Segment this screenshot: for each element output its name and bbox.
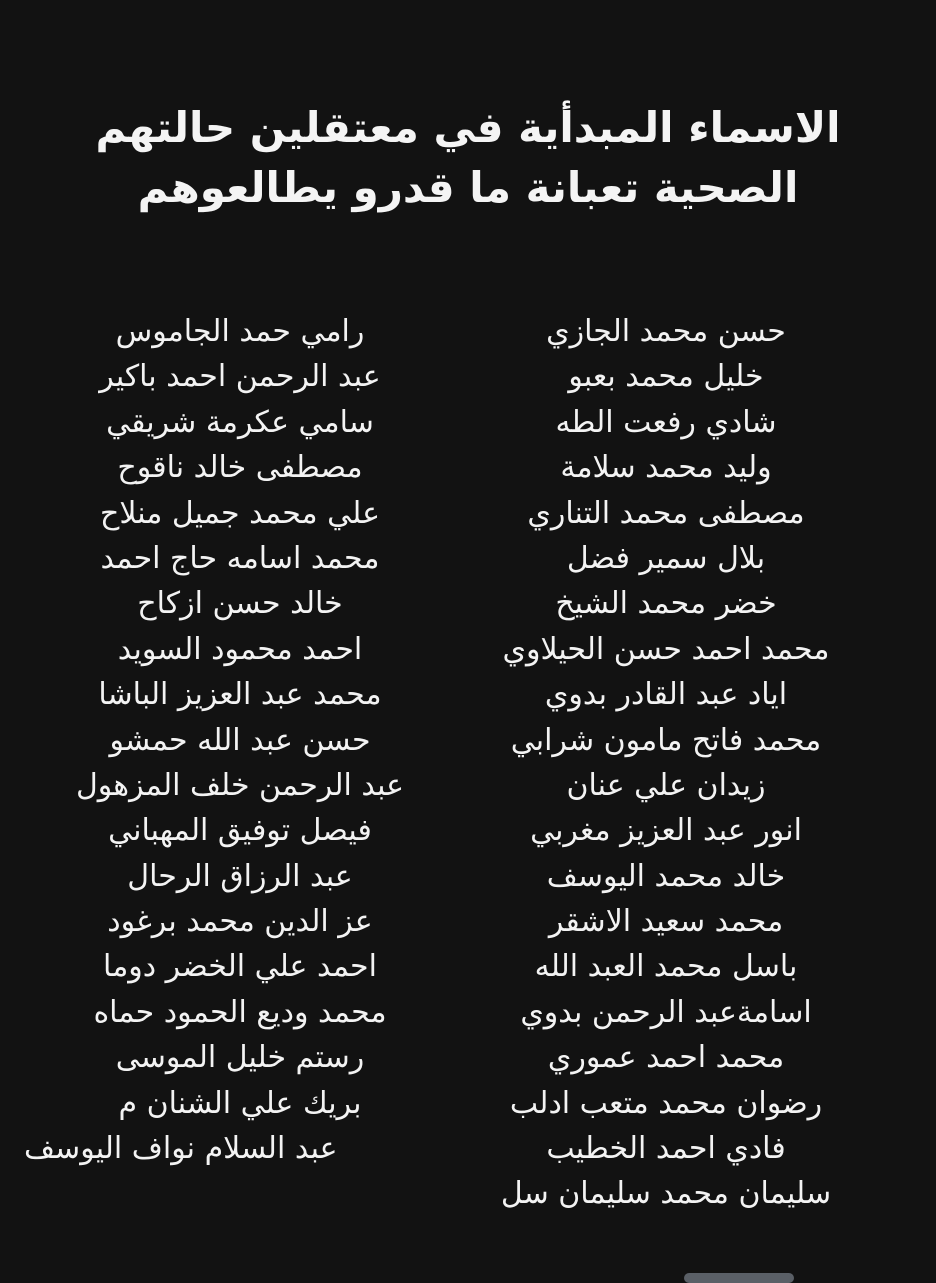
name-list-item: محمد سعيد الاشقر [548,904,784,940]
name-list-item: علي محمد جميل منلاح [99,495,381,531]
title-line-1: الاسماء المبدأية في معتقلين حالتهم [95,103,841,152]
name-list-item: احمد محمود السويد [117,631,363,667]
name-list-item: فيصل توفيق المهباني [108,813,372,849]
name-list-item: زيدان علي عنان [566,767,766,803]
name-list-item: خضر محمد الشيخ [555,586,777,622]
name-list-item: اياد عبد القادر بدوي [544,677,788,713]
page-title [60,98,876,218]
names-column-right [456,309,876,1217]
name-list-item: خالد محمد اليوسف [546,858,786,894]
name-list-item: سامي عكرمة شريقي [106,404,374,440]
name-list-item: خالد حسن ازكاح [137,586,343,622]
name-list-item: سليمان محمد سليمان سل [500,1176,832,1212]
name-list-item: باسل محمد العبد الله [534,949,798,985]
names-column-left [20,309,460,1171]
name-list-item: محمد عبد العزيز الباشا [98,677,382,713]
name-list-item: عبد الرزاق الرحال [127,858,353,894]
name-list-item: بريك علي الشنان م [118,1085,362,1121]
name-list-item: مصطفى محمد التناري [527,495,805,531]
name-list-item: محمد فاتح مامون شرابي [510,722,822,758]
name-list-item: وليد محمد سلامة [560,450,772,486]
name-list-item: عبد الرحمن خلف المزهول [75,767,405,803]
name-list-item: فادي احمد الخطيب [546,1131,786,1167]
name-list-item: حسن محمد الجازي [546,314,786,349]
name-list-item: شادي رفعت الطه [555,404,777,440]
title-line-2: الصحية تعبانة ما قدرو يطالعوهم [137,163,799,212]
name-list-item: رضوان محمد متعب ادلب [509,1085,823,1121]
name-list-item: محمد احمد حسن الحيلاوي [502,631,830,667]
name-list-item: اسامةعبد الرحمن بدوي [520,994,812,1030]
name-list-item: عز الدين محمد برغود [107,904,373,940]
name-list-item: رستم خليل الموسى [115,1040,365,1076]
name-list-item: محمد وديع الحمود حماه [93,994,387,1030]
name-list-item: محمد اسامه حاج احمد [100,540,380,576]
name-list-item: مصطفى خالد ناقوح [117,450,363,486]
name-list-item: حسن عبد الله حمشو [109,722,371,758]
bottom-indicator [684,1273,794,1283]
name-list-item: رامي حمد الجاموس [115,314,365,349]
name-list-item: احمد علي الخضر دوما [103,949,377,985]
name-list-item: انور عبد العزيز مغربي [530,813,802,849]
name-list-item: عبد السلام نواف اليوسف [24,1131,338,1167]
name-list-item: خليل محمد بعبو [568,359,764,395]
name-list-item: محمد احمد عموري [547,1040,785,1076]
name-list-item: عبد الرحمن احمد باكير [99,359,381,395]
name-list-item: بلال سمير فضل [566,540,766,576]
